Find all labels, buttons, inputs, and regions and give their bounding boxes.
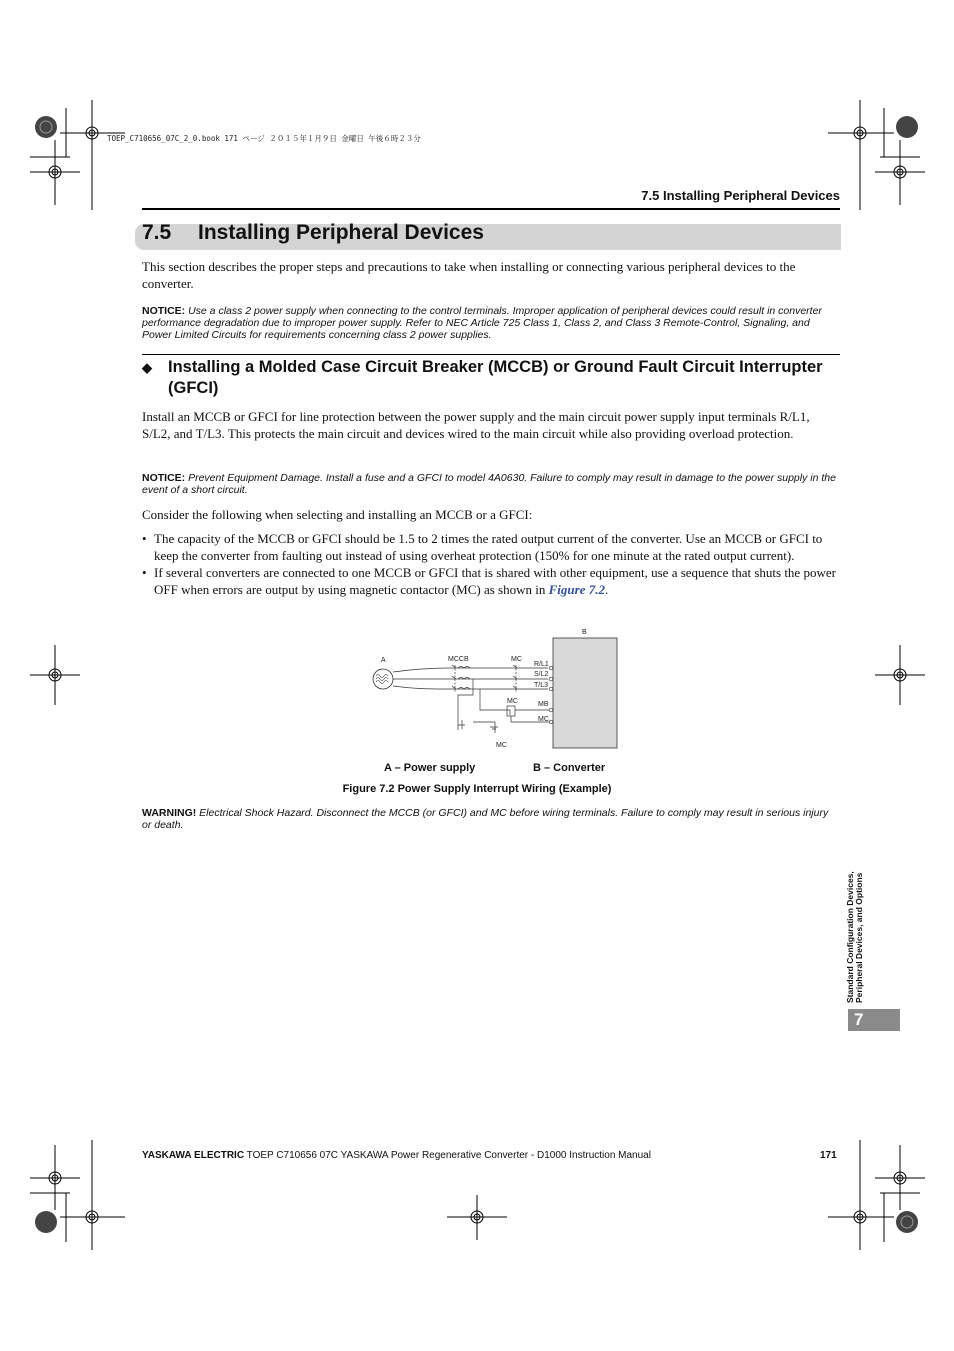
diamond-icon: ◆ [142, 360, 152, 375]
label-sl2: S/L2 [534, 671, 549, 678]
subsection-heading [142, 357, 842, 399]
bullet-2-end: . [604, 582, 609, 597]
section-title-text: Installing Peripheral Devices [198, 221, 484, 244]
notice-1 [142, 305, 839, 341]
figure-link[interactable]: Figure 7.2 [548, 582, 605, 597]
label-b: B [582, 629, 587, 636]
chapter-tab[interactable]: 7 [848, 1009, 900, 1031]
notice-1-label: NOTICE: [142, 305, 186, 317]
subsection-rule [142, 354, 840, 355]
list-item [142, 564, 839, 598]
side-tab-text: Standard Configuration Devices, Peripheral Devices, and Options [845, 871, 864, 1003]
label-mb: MB [538, 701, 549, 708]
notice-1-text: Use a class 2 power supply when connecting to the control terminals. Improper application of peripheral devices could result in converter performance degradation due to improper power supply. Refer to NEC Article 725 Class 1, Class 2, and Class 3 Remote-Control, Signaling, and Power Limited Circuits for requirements concerning class 2 power supplies. [142, 305, 822, 341]
header-rule [142, 208, 840, 210]
footer-text: TOEP C710656 07C YASKAWA Power Regenerative Converter - D1000 Instruction Manual [246, 1150, 651, 1161]
wiring-diagram [370, 625, 630, 755]
label-rl1: R/L1 [534, 661, 549, 668]
warning-label: WARNING! [142, 807, 197, 819]
footer-brand: YASKAWA ELECTRIC [142, 1150, 245, 1161]
figure-caption: Figure 7.2 Power Supply Interrupt Wiring (Example) [342, 783, 612, 795]
label-a: A [381, 657, 386, 664]
notice-2-label: NOTICE: [142, 472, 186, 484]
label-mccb: MCCB [448, 656, 469, 663]
intro-paragraph: This section describes the proper steps and precautions to take when installing or connecting various peripheral devices to the converter. [142, 259, 796, 291]
converter-block [553, 638, 617, 748]
section-number: 7.5 [142, 221, 172, 244]
label-mc-bottom: MC [496, 742, 507, 749]
label-tl3: T/L3 [534, 682, 549, 689]
legend-a: A – Power supply [384, 762, 476, 774]
list-item: • The capacity of the MCCB or GFCI should be 1.5 to 2 times the rated output current of the converter. Use an MCCB or GFCI to keep the converter from faulting out instead of using overheat protection (150% for one minute at the rated output current). [142, 530, 839, 564]
running-header: 7.5 Installing Peripheral Devices [641, 188, 840, 203]
install-paragraph: Install an MCCB or GFCI for line protection between the power supply and the main circuit power supply input terminals R/L1, S/L2, and T/L3. This protects the main circuit and devices wired to the main circuit while also providing overload protection. [142, 409, 810, 441]
print-header: TOEP_C710656_07C_2_0.book 171 ページ ２０１５年１月９日 金曜日 午後６時２３分 [107, 134, 421, 143]
side-tab [832, 855, 872, 1005]
notice-2-text: Prevent Equipment Damage. Install a fuse and a GFCI to model 4A0630. Failure to comply may result in damage to the power supply in the event of a short circuit. [142, 472, 836, 496]
consider-paragraph: Consider the following when selecting and installing an MCCB or a GFCI: [142, 507, 533, 522]
warning [142, 807, 839, 831]
label-mc-top: MC [511, 656, 522, 663]
notice-2 [142, 472, 839, 496]
bullet-2-text: If several converters are connected to one MCCB or GFCI that is shared with other equipment, use a sequence that shuts the power OFF when errors are output by using magnetic contactor (MC) as shown in [154, 565, 836, 597]
subsection-title: Installing a Molded Case Circuit Breaker (MCCB) or Ground Fault Circuit Interrupter (GFCI) [168, 358, 823, 397]
warning-text: Electrical Shock Hazard. Disconnect the MCCB (or GFCI) and MC before wiring terminals. Failure to comply may result in serious injury or death. [142, 807, 829, 831]
section-title [142, 221, 484, 245]
legend-b: B – Converter [533, 762, 606, 774]
footer [142, 1150, 651, 1161]
label-mc-right: MC [538, 716, 549, 723]
page-number: 171 [820, 1150, 837, 1161]
bullet-list [142, 530, 839, 598]
label-mc-coil: MC [507, 698, 518, 705]
